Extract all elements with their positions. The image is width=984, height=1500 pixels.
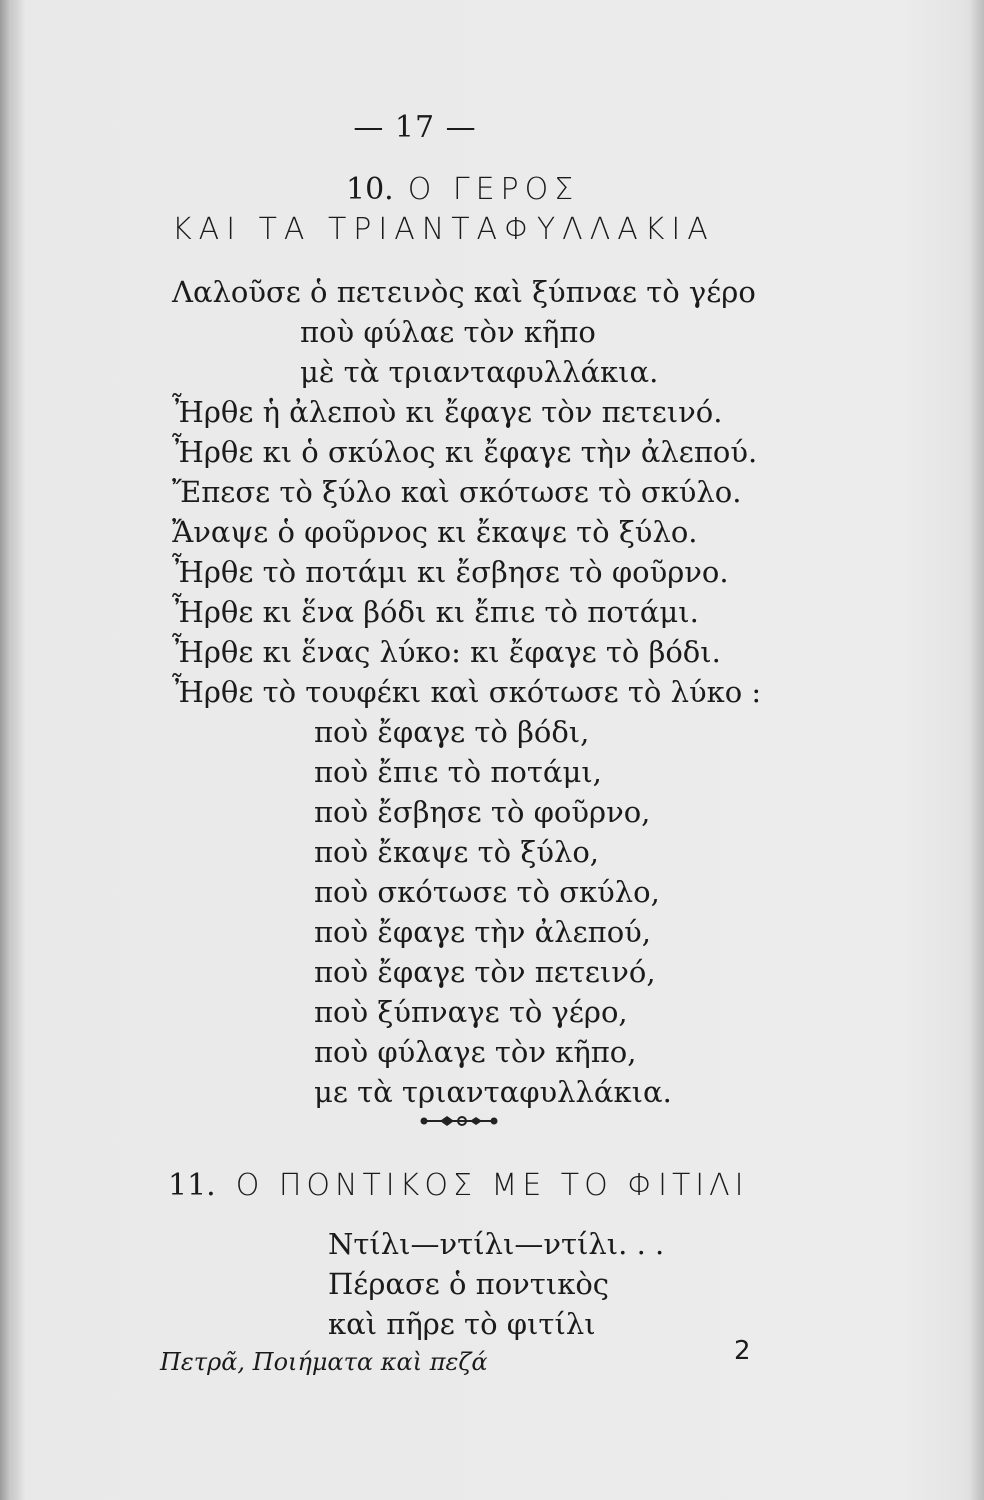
verse-line: Ἦρθε κι ὁ σκύλος κι ἔφαγε τὴν ἀλεπού. [172,435,758,469]
verse-line: Ἔπεσε τὸ ξύλο καὶ σκότωσε τὸ σκύλο. [172,475,742,509]
footer-book-title: Πετρᾶ, Ποιήματα καὶ πεζά [160,1348,488,1376]
poem10-title-line1 [346,172,579,207]
verse-line: ποὺ ἔπιε τὸ ποτάμι, [314,755,602,789]
poem11-title-line [168,1168,748,1203]
divider-ornament-icon [418,1112,500,1130]
page-number: — 17 — [353,110,477,145]
verse-line: ποὺ ἔσβησε τὸ φοῦρνο, [314,795,651,829]
verse-line: ποὺ φύλαε τὸν κῆπο [300,315,596,349]
verse-line: Ἦρθε ἡ ἀλεποὺ κι ἔφαγε τὸν πετεινό. [172,395,723,429]
poem10-title-text: Ο ΓΕΡΟΣ [407,172,580,207]
verse-line: καὶ πῆρε τὸ φιτίλι [328,1307,596,1341]
verse-line: Πέρασε ὁ ποντικὸς [328,1267,610,1301]
page-edge [970,0,984,1500]
poem10-number: 10. [346,172,394,207]
poem10-title-line2: ΚΑΙ ΤΑ ΤΡΙΑΝΤΑΦΥΛΛΑΚΙΑ [172,212,715,247]
poem11-number: 11. [168,1168,216,1203]
poem11-title-text: Ο ΠΟΝΤΙΚΟΣ ΜΕ ΤΟ ΦΙΤΙΛΙ [235,1168,749,1203]
verse-line: Ἦρθε τὸ ποτάμι κι ἔσβησε τὸ φοῦρνο. [172,555,729,589]
verse-line: Ἦρθε κι ἕνα βόδι κι ἔπιε τὸ ποτάμι. [172,595,699,629]
verse-line: ποὺ φύλαγε τὸν κῆπο, [314,1035,637,1069]
footer-signature-mark: 2 [734,1336,751,1366]
verse-line: Ἦρθε τὸ τουφέκι καὶ σκότωσε τὸ λύκο : [172,675,762,709]
verse-line: Ἦρθε κι ἕνας λύκο: κι ἔφαγε τὸ βόδι. [172,635,721,669]
verse-line: ποὺ ἔφαγε τὸν πετεινό, [314,955,656,989]
verse-line: μὲ τὰ τριανταφυλλάκια. [300,355,659,389]
verse-line: Ἄναψε ὁ φοῦρνος κι ἔκαψε τὸ ξύλο. [172,515,698,549]
verse-line: Ντίλι—ντίλι—ντίλι. . . [328,1227,665,1261]
verse-line: ποὺ ξύπναγε τὸ γέρο, [314,995,628,1029]
verse-line: ποὺ σκότωσε τὸ σκύλο, [314,875,660,909]
verse-line: ποὺ ἔφαγε τὸ βόδι, [314,715,590,749]
verse-line: ποὺ ἔφαγε τὴν ἀλεπού, [314,915,652,949]
verse-line: Λαλοῦσε ὁ πετεινὸς καὶ ξύπναε τὸ γέρο [172,275,756,309]
binding-shadow [0,0,26,1500]
verse-line: με τὰ τριανταφυλλάκια. [314,1075,672,1109]
verse-line: ποὺ ἔκαψε τὸ ξύλο, [314,835,600,869]
